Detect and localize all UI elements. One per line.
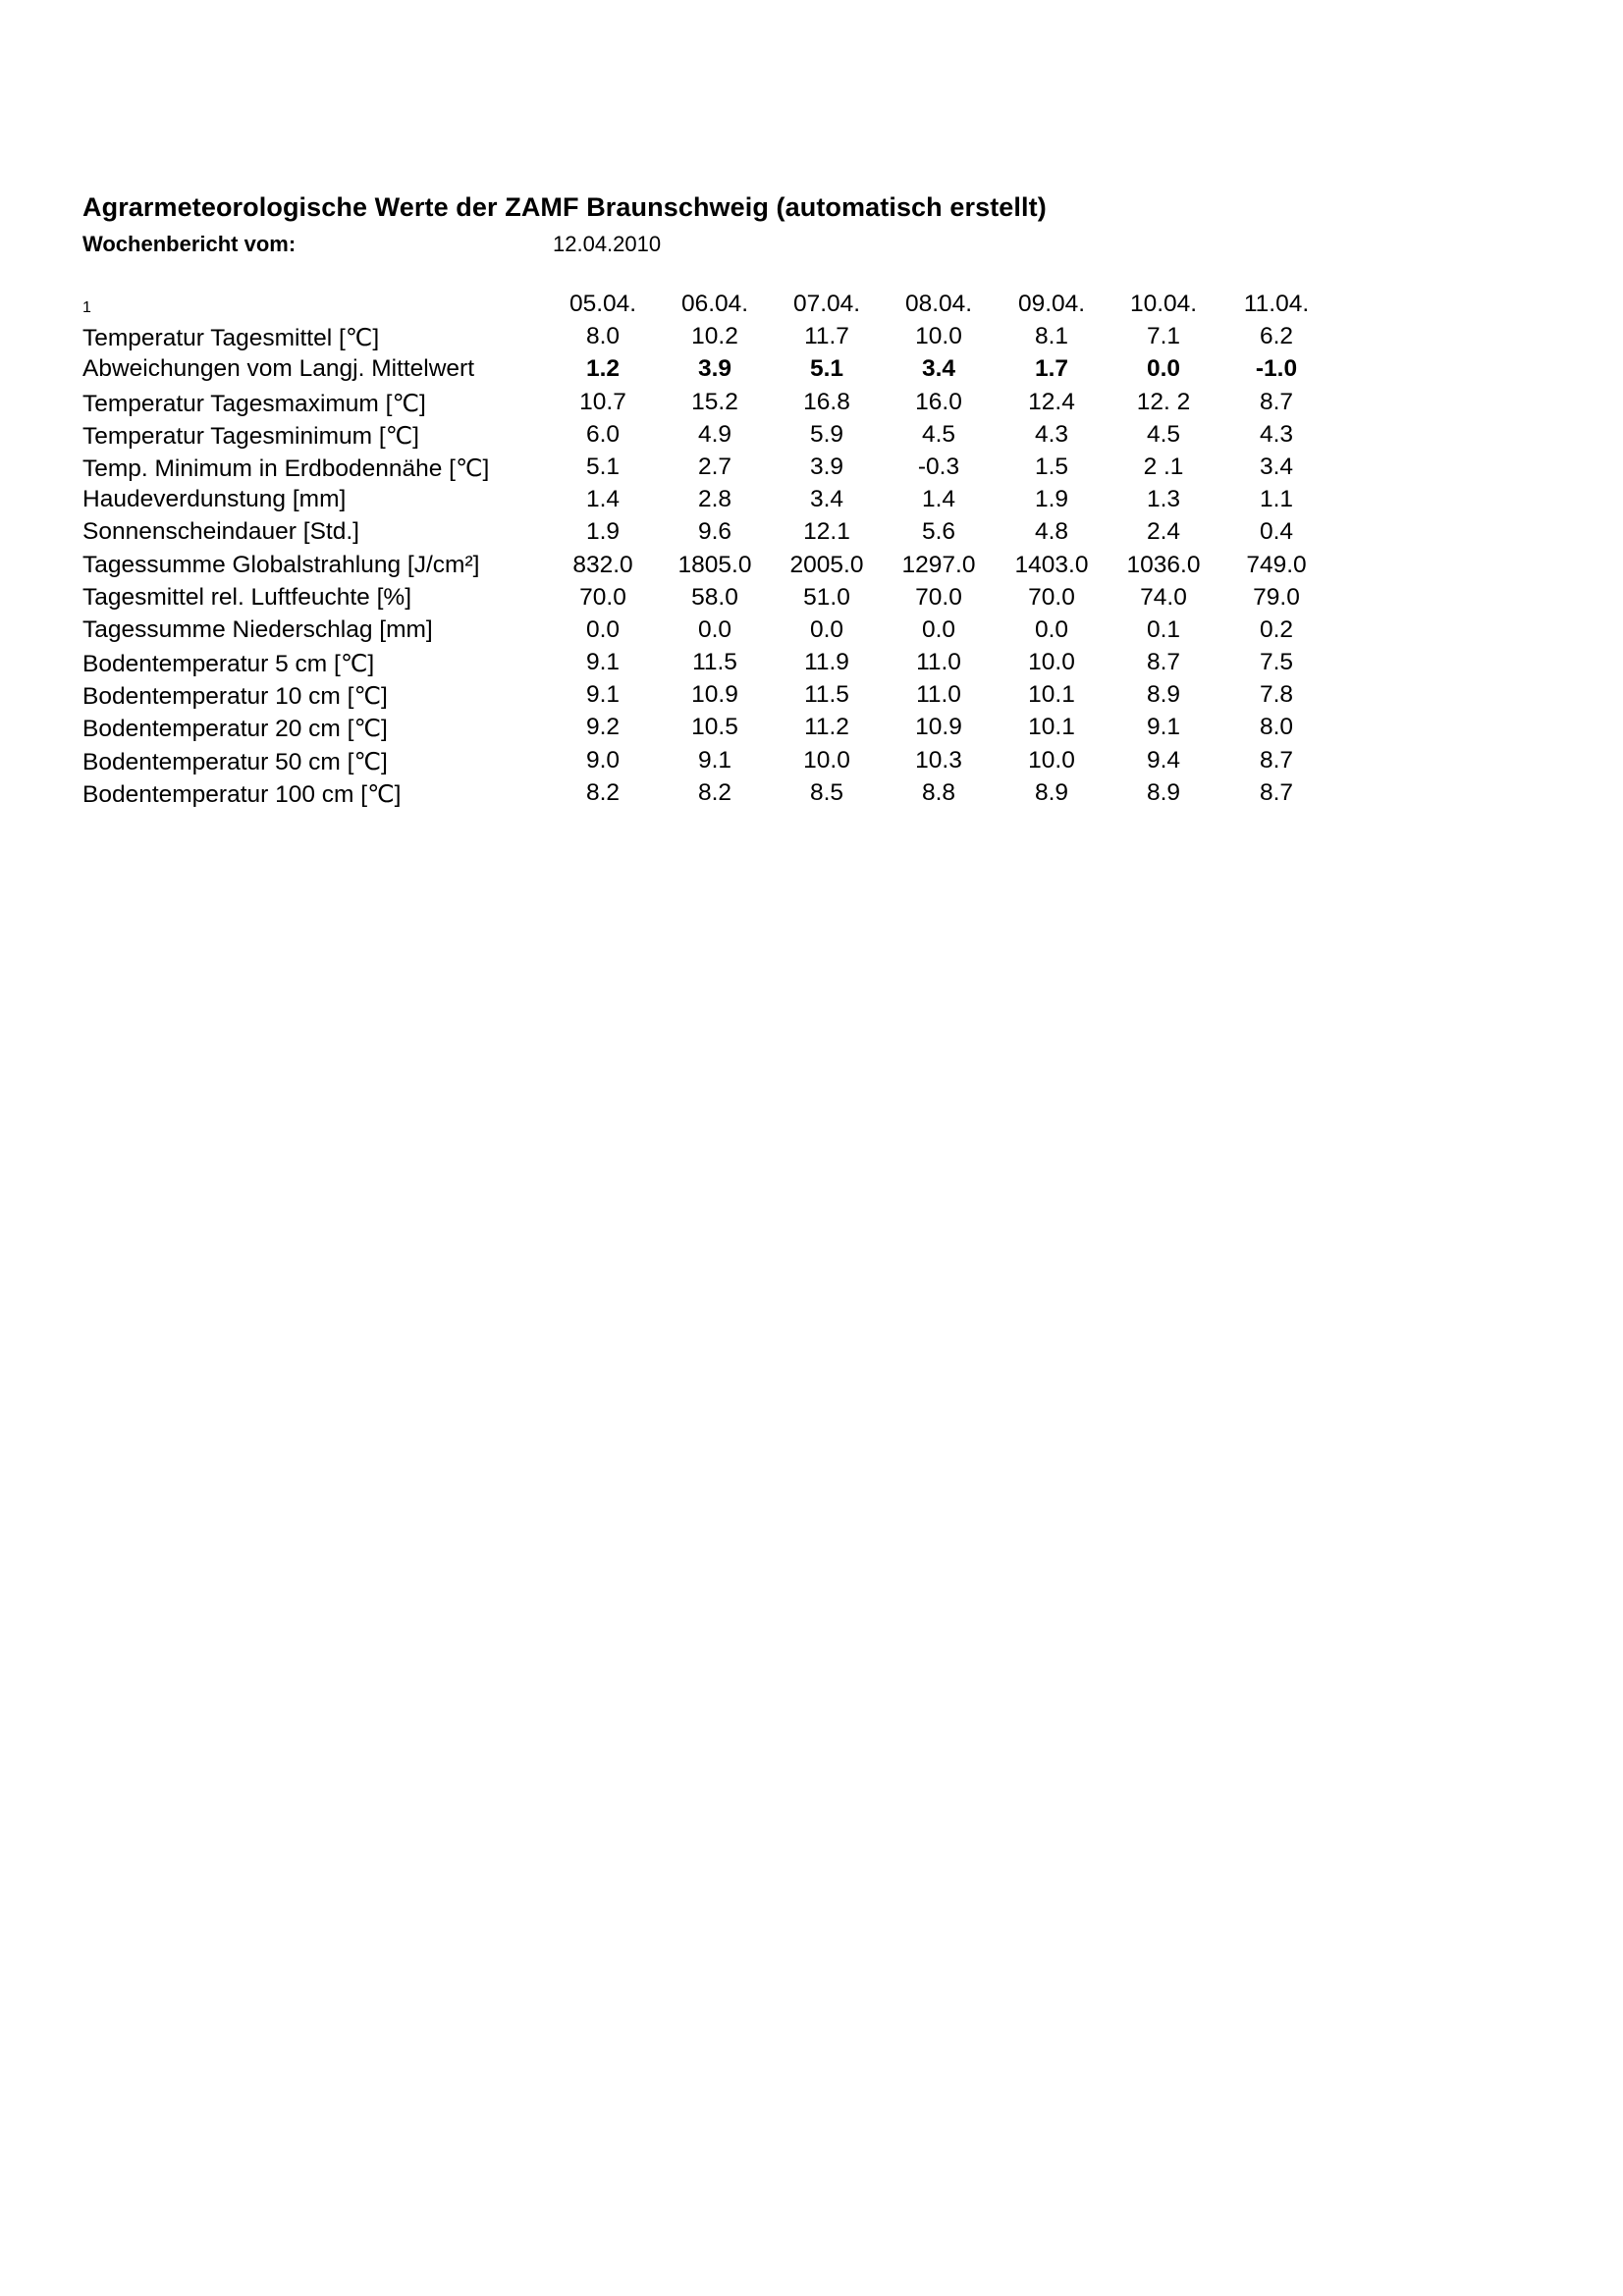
table-cell: 2 .1	[1143, 453, 1184, 480]
row-label: Sonnenscheindauer [Std.]	[82, 518, 359, 546]
table-cell: 8.1	[1034, 323, 1069, 350]
table-cell: 0.0	[1146, 355, 1181, 383]
table-cell: 8.7	[1146, 649, 1181, 676]
table-cell: 10.1	[1028, 714, 1075, 741]
table-cell: 7.8	[1259, 681, 1294, 709]
table-cell: 70.0	[579, 583, 626, 611]
report-title: Agrarmeteorologische Werte der ZAMF Braunschweig (automatisch erstellt)	[82, 192, 1047, 222]
row-label: Bodentemperatur 20 cm [℃]	[82, 716, 388, 743]
row-label: Bodentemperatur 100 cm [℃]	[82, 780, 402, 808]
table-cell: 9.4	[1146, 746, 1181, 774]
table-cell: 2.4	[1146, 518, 1181, 546]
table-cell: 10.3	[915, 746, 962, 774]
table-cell: 11.9	[804, 649, 849, 676]
table-cell: 8.9	[1146, 681, 1181, 709]
table-cell: 79.0	[1253, 583, 1300, 611]
table-cell: 8.2	[585, 778, 621, 806]
table-cell: 5.1	[809, 355, 844, 383]
table-cell: 8.0	[1259, 714, 1294, 741]
table-cell: 9.1	[697, 746, 732, 774]
table-cell: 70.0	[915, 583, 962, 611]
table-cell: 1.1	[1259, 486, 1294, 513]
table-cell: 9.6	[697, 518, 732, 546]
table-cell: 749.0	[1246, 551, 1307, 578]
table-cell: 15.2	[691, 388, 738, 415]
table-cell: 3.4	[1259, 453, 1294, 480]
table-cell: 1.7	[1034, 355, 1069, 383]
row-label: Tagesmittel rel. Luftfeuchte [%]	[82, 583, 411, 611]
table-cell: 9.1	[585, 681, 621, 709]
row-label: Temp. Minimum in Erdbodennähe [℃]	[82, 454, 490, 482]
table-cell: 58.0	[691, 583, 738, 611]
table-cell: 1.2	[585, 355, 621, 383]
table-cell: 6.2	[1259, 323, 1294, 350]
table-cell: 11.7	[804, 323, 849, 350]
table-cell: 11.5	[804, 681, 849, 709]
table-cell: 4.3	[1259, 420, 1294, 448]
table-cell: 1.9	[585, 518, 621, 546]
table-cell: 9.2	[585, 714, 621, 741]
table-cell: 832.0	[572, 551, 633, 578]
table-cell: 8.9	[1034, 778, 1069, 806]
column-date: 11.04.	[1243, 291, 1310, 317]
table-cell: 7.1	[1146, 323, 1181, 350]
table-cell: 11.0	[916, 649, 961, 676]
column-date: 09.04.	[1017, 291, 1086, 317]
column-date: 05.04.	[568, 291, 637, 317]
table-cell: 5.9	[809, 420, 844, 448]
table-cell: 16.0	[915, 388, 962, 415]
table-cell: 12.1	[803, 518, 850, 546]
table-cell: 2.7	[697, 453, 732, 480]
table-cell: 11.2	[804, 714, 849, 741]
table-cell: 5.1	[585, 453, 621, 480]
column-date: 10.04.	[1129, 291, 1198, 317]
table-cell: 10.2	[691, 323, 738, 350]
row-label: Bodentemperatur 10 cm [℃]	[82, 683, 388, 711]
table-cell: 9.1	[1146, 714, 1181, 741]
row-label: Bodentemperatur 50 cm [℃]	[82, 748, 388, 775]
table-cell: 8.8	[921, 778, 956, 806]
table-cell: 12.4	[1028, 388, 1075, 415]
table-cell: 8.2	[697, 778, 732, 806]
row-label: Bodentemperatur 5 cm [℃]	[82, 651, 375, 678]
row-number: 1	[82, 299, 91, 316]
table-cell: 1.5	[1034, 453, 1069, 480]
table-cell: 11.0	[916, 681, 961, 709]
table-cell: 1805.0	[677, 551, 752, 578]
table-cell: 1.4	[585, 486, 621, 513]
row-label: Haudeverdunstung [mm]	[82, 486, 347, 513]
row-label: Abweichungen vom Langj. Mittelwert	[82, 355, 475, 383]
column-date: 07.04.	[792, 291, 861, 317]
table-cell: 0.0	[921, 615, 956, 643]
table-cell: 3.4	[809, 486, 844, 513]
table-cell: 10.7	[579, 388, 626, 415]
table-cell: 10.9	[915, 714, 962, 741]
table-cell: 0.4	[1259, 518, 1294, 546]
table-cell: 4.5	[921, 420, 956, 448]
table-cell: 70.0	[1028, 583, 1075, 611]
table-cell: 10.0	[803, 746, 850, 774]
table-cell: 8.7	[1259, 746, 1294, 774]
table-cell: 1297.0	[901, 551, 976, 578]
table-cell: 2.8	[697, 486, 732, 513]
table-cell: 10.0	[915, 323, 962, 350]
table-cell: 6.0	[585, 420, 621, 448]
table-cell: 4.3	[1034, 420, 1069, 448]
table-cell: 10.1	[1028, 681, 1075, 709]
report-date: 12.04.2010	[553, 232, 662, 256]
table-cell: 8.9	[1146, 778, 1181, 806]
table-cell: 3.9	[809, 453, 844, 480]
table-cell: 5.6	[921, 518, 956, 546]
table-cell: 11.5	[692, 649, 737, 676]
table-cell: 0.0	[809, 615, 844, 643]
table-cell: 9.0	[585, 746, 621, 774]
table-cell: 4.5	[1146, 420, 1181, 448]
table-cell: 3.9	[697, 355, 732, 383]
table-cell: 1403.0	[1014, 551, 1089, 578]
row-label: Temperatur Tagesmittel [℃]	[82, 325, 380, 352]
column-date: 08.04.	[904, 291, 973, 317]
table-cell: 7.5	[1259, 649, 1294, 676]
table-cell: 9.1	[585, 649, 621, 676]
table-cell: 8.7	[1259, 778, 1294, 806]
table-cell: 4.8	[1034, 518, 1069, 546]
table-cell: 1.3	[1146, 486, 1181, 513]
table-cell: 1036.0	[1126, 551, 1201, 578]
table-cell: 8.0	[585, 323, 621, 350]
table-cell: 3.4	[921, 355, 956, 383]
table-cell: 16.8	[803, 388, 850, 415]
row-label: Tagessumme Globalstrahlung [J/cm²]	[82, 551, 480, 578]
table-cell: 10.5	[691, 714, 738, 741]
table-cell: 10.9	[691, 681, 738, 709]
table-cell: -0.3	[917, 453, 960, 480]
report-date-label: Wochenbericht vom:	[82, 232, 297, 256]
table-cell: 1.4	[921, 486, 956, 513]
row-label: Tagessumme Niederschlag [mm]	[82, 615, 433, 643]
table-cell: -1.0	[1255, 355, 1298, 383]
table-cell: 4.9	[697, 420, 732, 448]
table-cell: 8.5	[809, 778, 844, 806]
table-cell: 10.0	[1028, 746, 1075, 774]
table-cell: 1.9	[1034, 486, 1069, 513]
table-cell: 51.0	[803, 583, 850, 611]
table-cell: 8.7	[1259, 388, 1294, 415]
table-cell: 12. 2	[1136, 388, 1191, 415]
table-cell: 2005.0	[789, 551, 864, 578]
table-cell: 0.2	[1259, 615, 1294, 643]
column-date: 06.04.	[680, 291, 749, 317]
row-label: Temperatur Tagesminimum [℃]	[82, 422, 419, 450]
table-cell: 0.0	[697, 615, 732, 643]
table-cell: 0.0	[1034, 615, 1069, 643]
table-cell: 74.0	[1140, 583, 1187, 611]
table-cell: 0.0	[585, 615, 621, 643]
table-cell: 10.0	[1028, 649, 1075, 676]
row-label: Temperatur Tagesmaximum [℃]	[82, 390, 426, 417]
table-cell: 0.1	[1146, 615, 1181, 643]
